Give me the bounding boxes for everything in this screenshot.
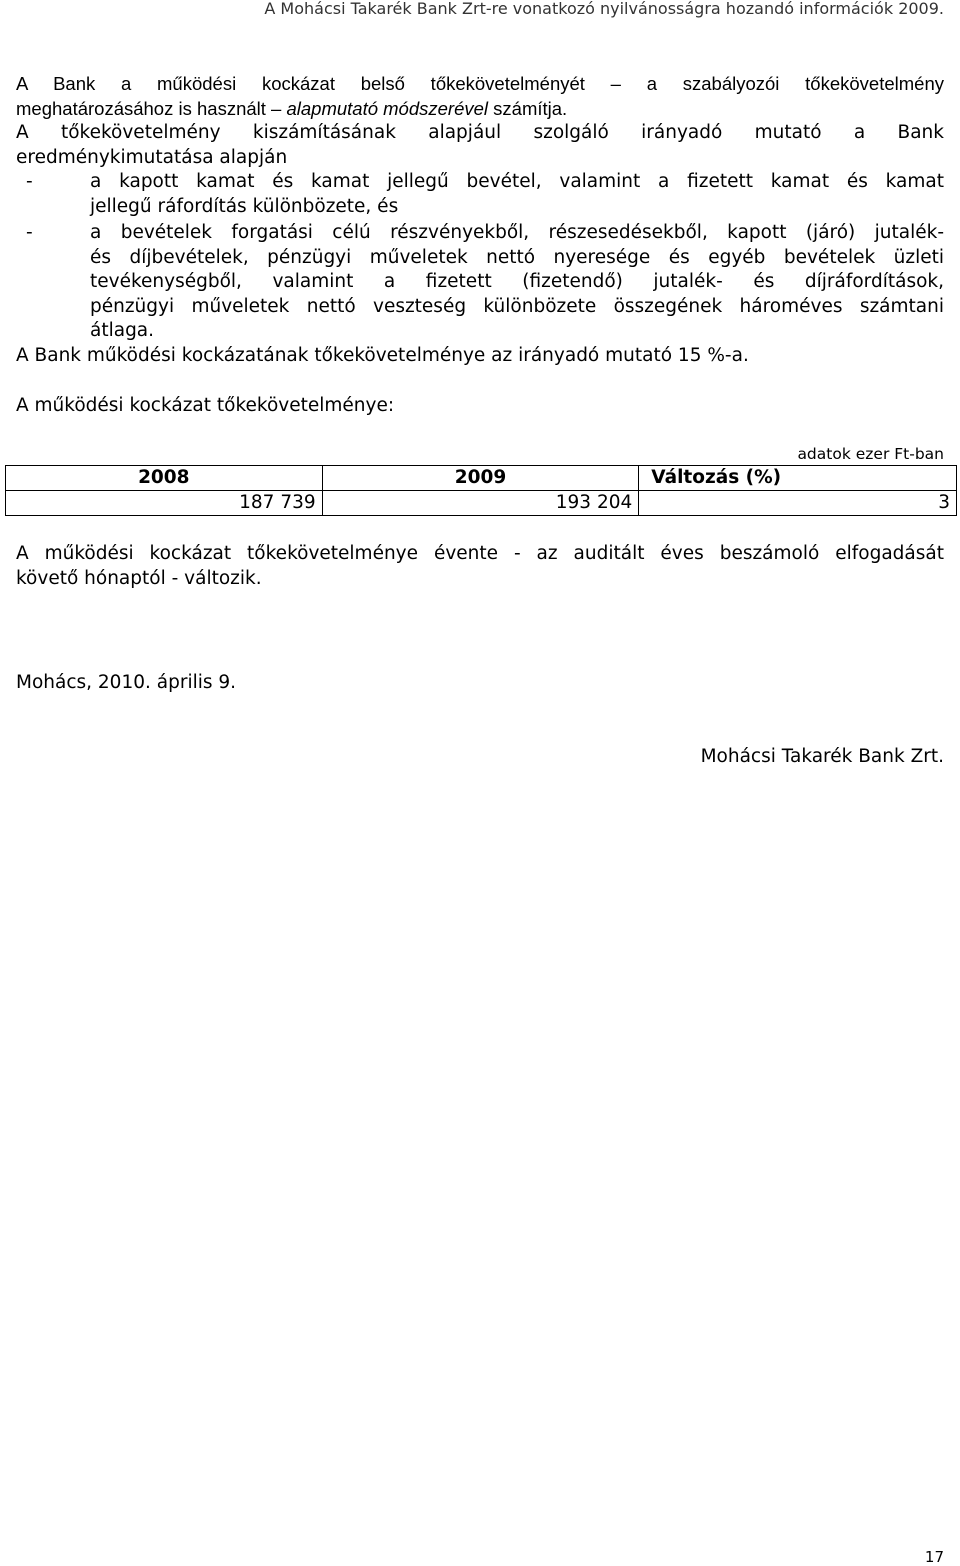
bullet-text-1: [90, 170, 944, 219]
basis-line-1: A tőkekövetelmény kiszámításának alapjául szolgáló irányadó mutató a Bank: [16, 122, 944, 143]
header-change: Változás (%): [639, 466, 957, 491]
method-name: alapmutató módszerével: [286, 97, 489, 119]
intro-line-1: A Bank a működési kockázat belső tőkekövetelményét – a szabályozói tőkekövetelmény: [16, 73, 944, 94]
place-date: Mohács, 2010. április 9.: [16, 672, 237, 693]
header-2009: 2009: [322, 466, 639, 491]
intro-paragraph: [16, 72, 944, 121]
value-2009: 193 204: [322, 491, 639, 516]
bullet1-line-2: jellegű ráfordítás különbözete, és: [90, 195, 399, 217]
bullet2-line-4: pénzügyi műveletek nettó veszteség különbözete összegének hároméves számtani: [90, 295, 944, 317]
signature: Mohácsi Takarék Bank Zrt.: [700, 746, 944, 767]
basis-paragraph: [16, 121, 944, 170]
bullet-dash: -: [26, 171, 33, 192]
intro-line-2: [16, 97, 944, 122]
table-caption: A működési kockázat tőkekövetelménye:: [16, 395, 395, 416]
value-2008: 187 739: [6, 491, 323, 516]
basis-line-2: eredménykimutatása alapján: [16, 146, 288, 168]
capital-requirement-table: [5, 465, 957, 516]
bullet-item-1: [16, 170, 944, 219]
table-row: [6, 491, 957, 516]
intro-text-end: számítja.: [488, 97, 568, 119]
bullet2-line-5: átlaga.: [90, 320, 155, 341]
bullet-dash: -: [26, 222, 33, 243]
bullet-item-2: [16, 221, 944, 344]
bullet-text-2: [90, 221, 944, 344]
change-paragraph: [16, 542, 944, 591]
page-header: A Mohácsi Takarék Bank Zrt-re vonatkozó nyilvánosságra hozandó információk 2009.: [264, 0, 944, 18]
unit-note: adatok ezer Ft-ban: [797, 445, 944, 463]
header-2008: 2008: [6, 466, 323, 491]
change-line-1: A működési kockázat tőkekövetelménye évente - az auditált éves beszámoló elfogadását: [16, 543, 944, 564]
bullet1-line-1: a kapott kamat és kamat jellegű bevétel, valamint a fizetett kamat és kamat: [90, 171, 944, 192]
ratio-sentence: A Bank működési kockázatának tőkekövetelménye az irányadó mutató 15 %-a.: [16, 345, 749, 366]
intro-text: meghatározásához is használt –: [16, 97, 287, 119]
value-change: 3: [639, 491, 957, 516]
table-header-row: [6, 466, 957, 491]
bullet2-line-1: a bevételek forgatási célú részvényekből, részesedésekből, kapott (járó) jutalék-: [90, 222, 944, 243]
bullet2-line-2: és díjbevételek, pénzügyi műveletek nettó nyeresége és egyéb bevételek üzleti: [90, 246, 944, 268]
change-line-2: követő hónaptól - változik.: [16, 567, 262, 589]
page-number: 17: [924, 1548, 944, 1566]
bullet2-line-3: tevékenységből, valamint a fizetett (fizetendő) jutalék- és díjráfordítások,: [90, 271, 944, 292]
